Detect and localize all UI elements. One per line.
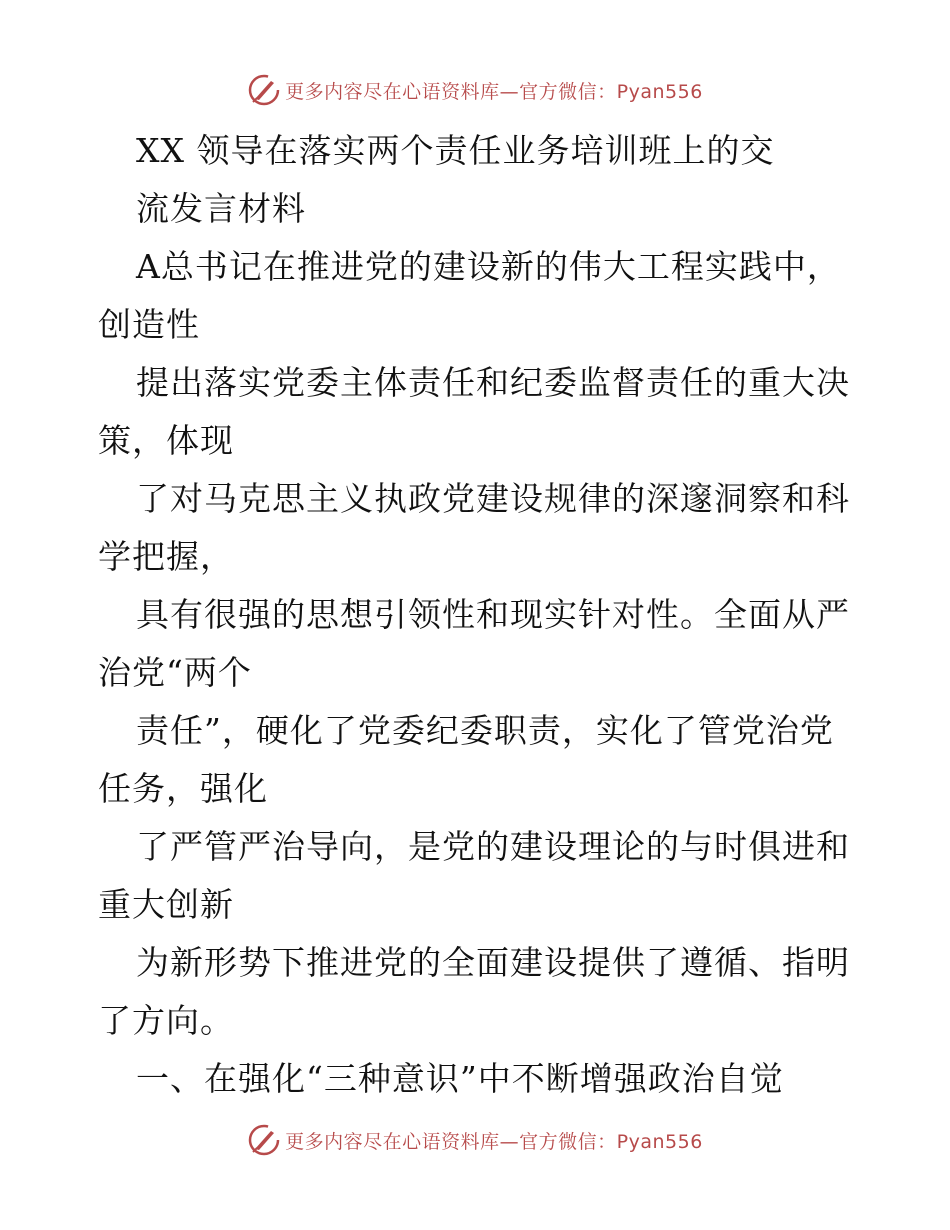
- quill-logo-icon: [247, 1123, 281, 1157]
- text-line: 了对马克思主义执政党建设规律的深邃洞察和科: [136, 479, 850, 518]
- text-line: 策，体现: [98, 421, 234, 460]
- title-line-1: XX 领导在落实两个责任业务培训班上的交: [136, 131, 775, 170]
- text-line: 了方向。: [98, 1001, 234, 1040]
- watermark-text: 更多内容尽在心语资料库—官方微信：Pyan556: [285, 1130, 703, 1153]
- text-line: A总书记在推进党的建设新的伟大工程实践中，: [136, 247, 841, 286]
- text-line: 了严管严治导向，是党的建设理论的与时俱进和: [136, 827, 850, 866]
- title-line-2: 流发言材料: [136, 189, 306, 228]
- text-line: 重大创新: [98, 885, 234, 924]
- header-watermark: [0, 72, 950, 108]
- quill-logo-icon: [247, 73, 281, 107]
- paragraph-lines: [98, 238, 878, 1108]
- text-line: 任务，强化: [98, 769, 268, 808]
- text-line: 学把握，: [98, 537, 234, 576]
- text-line: 提出落实党委主体责任和纪委监督责任的重大决: [136, 363, 850, 402]
- text-line: 为新形势下推进党的全面建设提供了遵循、指明: [136, 943, 850, 982]
- watermark-text: 更多内容尽在心语资料库—官方微信：Pyan556: [285, 80, 703, 103]
- text-line: 创造性: [98, 305, 200, 344]
- text-line: 一、在强化“三种意识”中不断增强政治自觉: [136, 1059, 784, 1098]
- text-line: 具有很强的思想引领性和现实针对性。全面从严: [136, 595, 850, 634]
- footer-watermark: [0, 1122, 950, 1158]
- document-body: [98, 122, 878, 1108]
- text-line: 责任”，硬化了党委纪委职责，实化了管党治党: [136, 711, 834, 750]
- text-line: 治党“两个: [98, 653, 252, 692]
